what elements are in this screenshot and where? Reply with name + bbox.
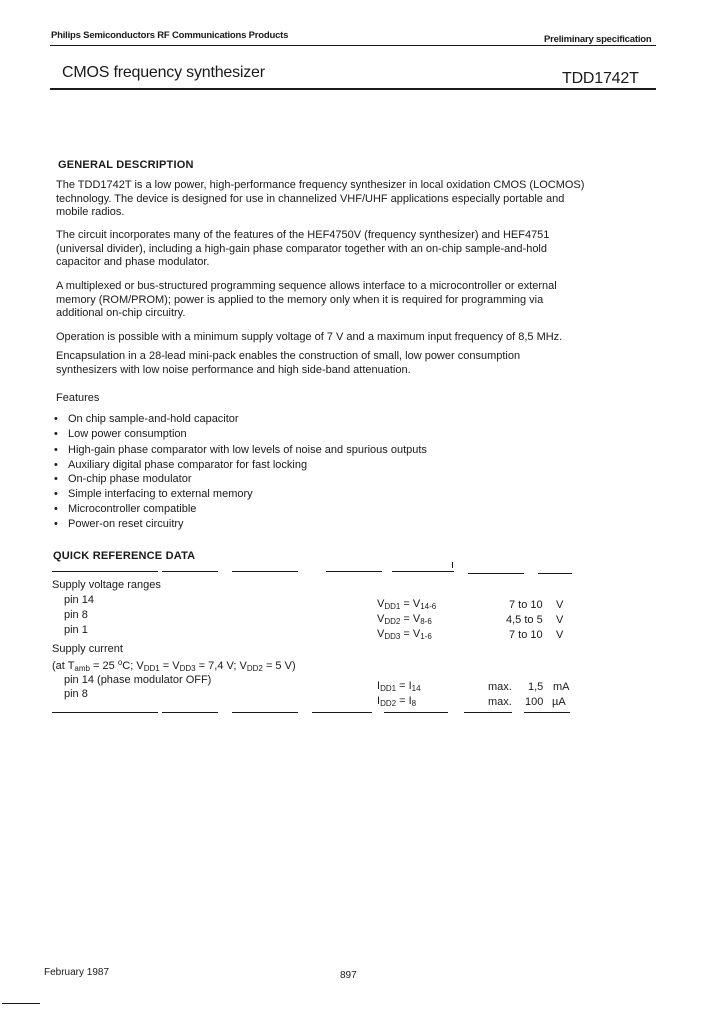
description-paragraph-1: The TDD1742T is a low power, high-performance frequency synthesizer in local oxidation CMOS (LOCMOS) technology. The device is designed for use in channelized VHF/UHF applications especially portable and mobile radios.: [56, 179, 585, 218]
pin-8-label: pin 8: [64, 609, 88, 621]
header-rule-bottom: [50, 88, 656, 90]
idd2-symbol: $I_{DD2} = I_8$: [377, 695, 417, 708]
supply-voltage-label: Supply voltage ranges: [52, 579, 161, 591]
idd1-max-label: max.: [488, 681, 512, 693]
company-header: Philips Semiconductors RF Communications Products: [51, 30, 289, 41]
feature-item: • Microcontroller compatible: [54, 503, 197, 515]
description-paragraph-5: Encapsulation in a 28-lead mini-pack enables the construction of small, low power consumption synthesizers with low noise performance and high side-band attenuation.: [56, 350, 521, 376]
vdd3-value: 7 to 10: [509, 629, 543, 641]
bullet-icon: •: [54, 503, 58, 515]
pin-14-label: pin 14: [64, 594, 94, 606]
quick-reference-heading: QUICK REFERENCE DATA: [53, 550, 196, 562]
footer-mark: [2, 1003, 40, 1004]
feature-item: • Low power consumption: [54, 428, 187, 440]
pin-14-phase-modulator-label: pin 14 (phase modulator OFF): [64, 674, 212, 686]
features-heading: Features: [56, 392, 100, 404]
pin-1-label: pin 1: [64, 624, 88, 636]
bullet-icon: •: [54, 413, 58, 425]
vdd2-symbol: $V_{DD2} = V_{8-6}$: [377, 613, 432, 626]
idd2-unit: µA: [552, 696, 566, 708]
test-conditions: (at $T_{amb} = 25$ $^o$C; $V_{DD1} = V_{DD3} = 7,4$ V; $V_{DD2} = 5$ V): [52, 658, 296, 673]
feature-item: • High-gain phase comparator with low levels of noise and spurious outputs: [54, 444, 427, 456]
vdd3-unit: V: [556, 629, 564, 641]
header-rule-top: [50, 45, 656, 46]
feature-item: • On chip sample-and-hold capacitor: [54, 413, 239, 425]
vdd3-symbol: $V_{DD3} = V_{1-6}$: [377, 628, 432, 641]
idd1-unit: mA: [553, 681, 570, 693]
idd1-symbol: $I_{DD1} = I_{14}$: [377, 680, 421, 693]
idd2-value: 100: [525, 696, 544, 708]
spec-status: Preliminary specification: [544, 34, 652, 45]
bullet-icon: •: [54, 518, 58, 530]
supply-current-label: Supply current: [52, 643, 123, 655]
bullet-icon: •: [54, 428, 58, 440]
description-paragraph-3: A multiplexed or bus-structured programming sequence allows interface to a microcontroller or external memory (ROM/PROM); power is applied to the memory only when it is required for programming via additional on-chip circuitry.: [56, 280, 557, 319]
page-number: 897: [340, 970, 357, 981]
bullet-icon: •: [54, 459, 58, 471]
description-paragraph-2: The circuit incorporates many of the features of the HEF4750V (frequency synthesizer) and HEF4751 (universal divider), including a high-gain phase comparator together with an on-chip sample-and-hold capacitor and phase modulator.: [56, 229, 550, 268]
idd2-max-label: max.: [488, 696, 512, 708]
vdd1-symbol: $V_{DD1} = V_{14-6}$: [377, 598, 437, 611]
pin-8-current-label: pin 8: [64, 688, 88, 700]
bullet-icon: •: [54, 473, 58, 485]
document-title: CMOS frequency synthesizer: [62, 64, 265, 81]
vdd2-value: 4,5 to 5: [506, 614, 543, 626]
feature-item: • Auxiliary digital phase comparator for fast locking: [54, 459, 308, 471]
vdd1-value: 7 to 10: [509, 599, 543, 611]
vdd1-unit: V: [556, 599, 564, 611]
footer-date: February 1987: [44, 967, 110, 978]
bullet-icon: •: [54, 488, 58, 500]
bullet-icon: •: [54, 444, 58, 456]
feature-item: • Simple interfacing to external memory: [54, 488, 253, 500]
feature-item: • On-chip phase modulator: [54, 473, 192, 485]
idd1-value: 1,5: [528, 681, 544, 693]
part-number: TDD1742T: [562, 70, 639, 87]
general-description-heading: GENERAL DESCRIPTION: [58, 159, 194, 171]
vdd2-unit: V: [556, 614, 564, 626]
feature-item: • Power-on reset circuitry: [54, 518, 184, 530]
description-paragraph-4: Operation is possible with a minimum supply voltage of 7 V and a maximum input frequency of 8,5 MHz.: [56, 331, 563, 343]
